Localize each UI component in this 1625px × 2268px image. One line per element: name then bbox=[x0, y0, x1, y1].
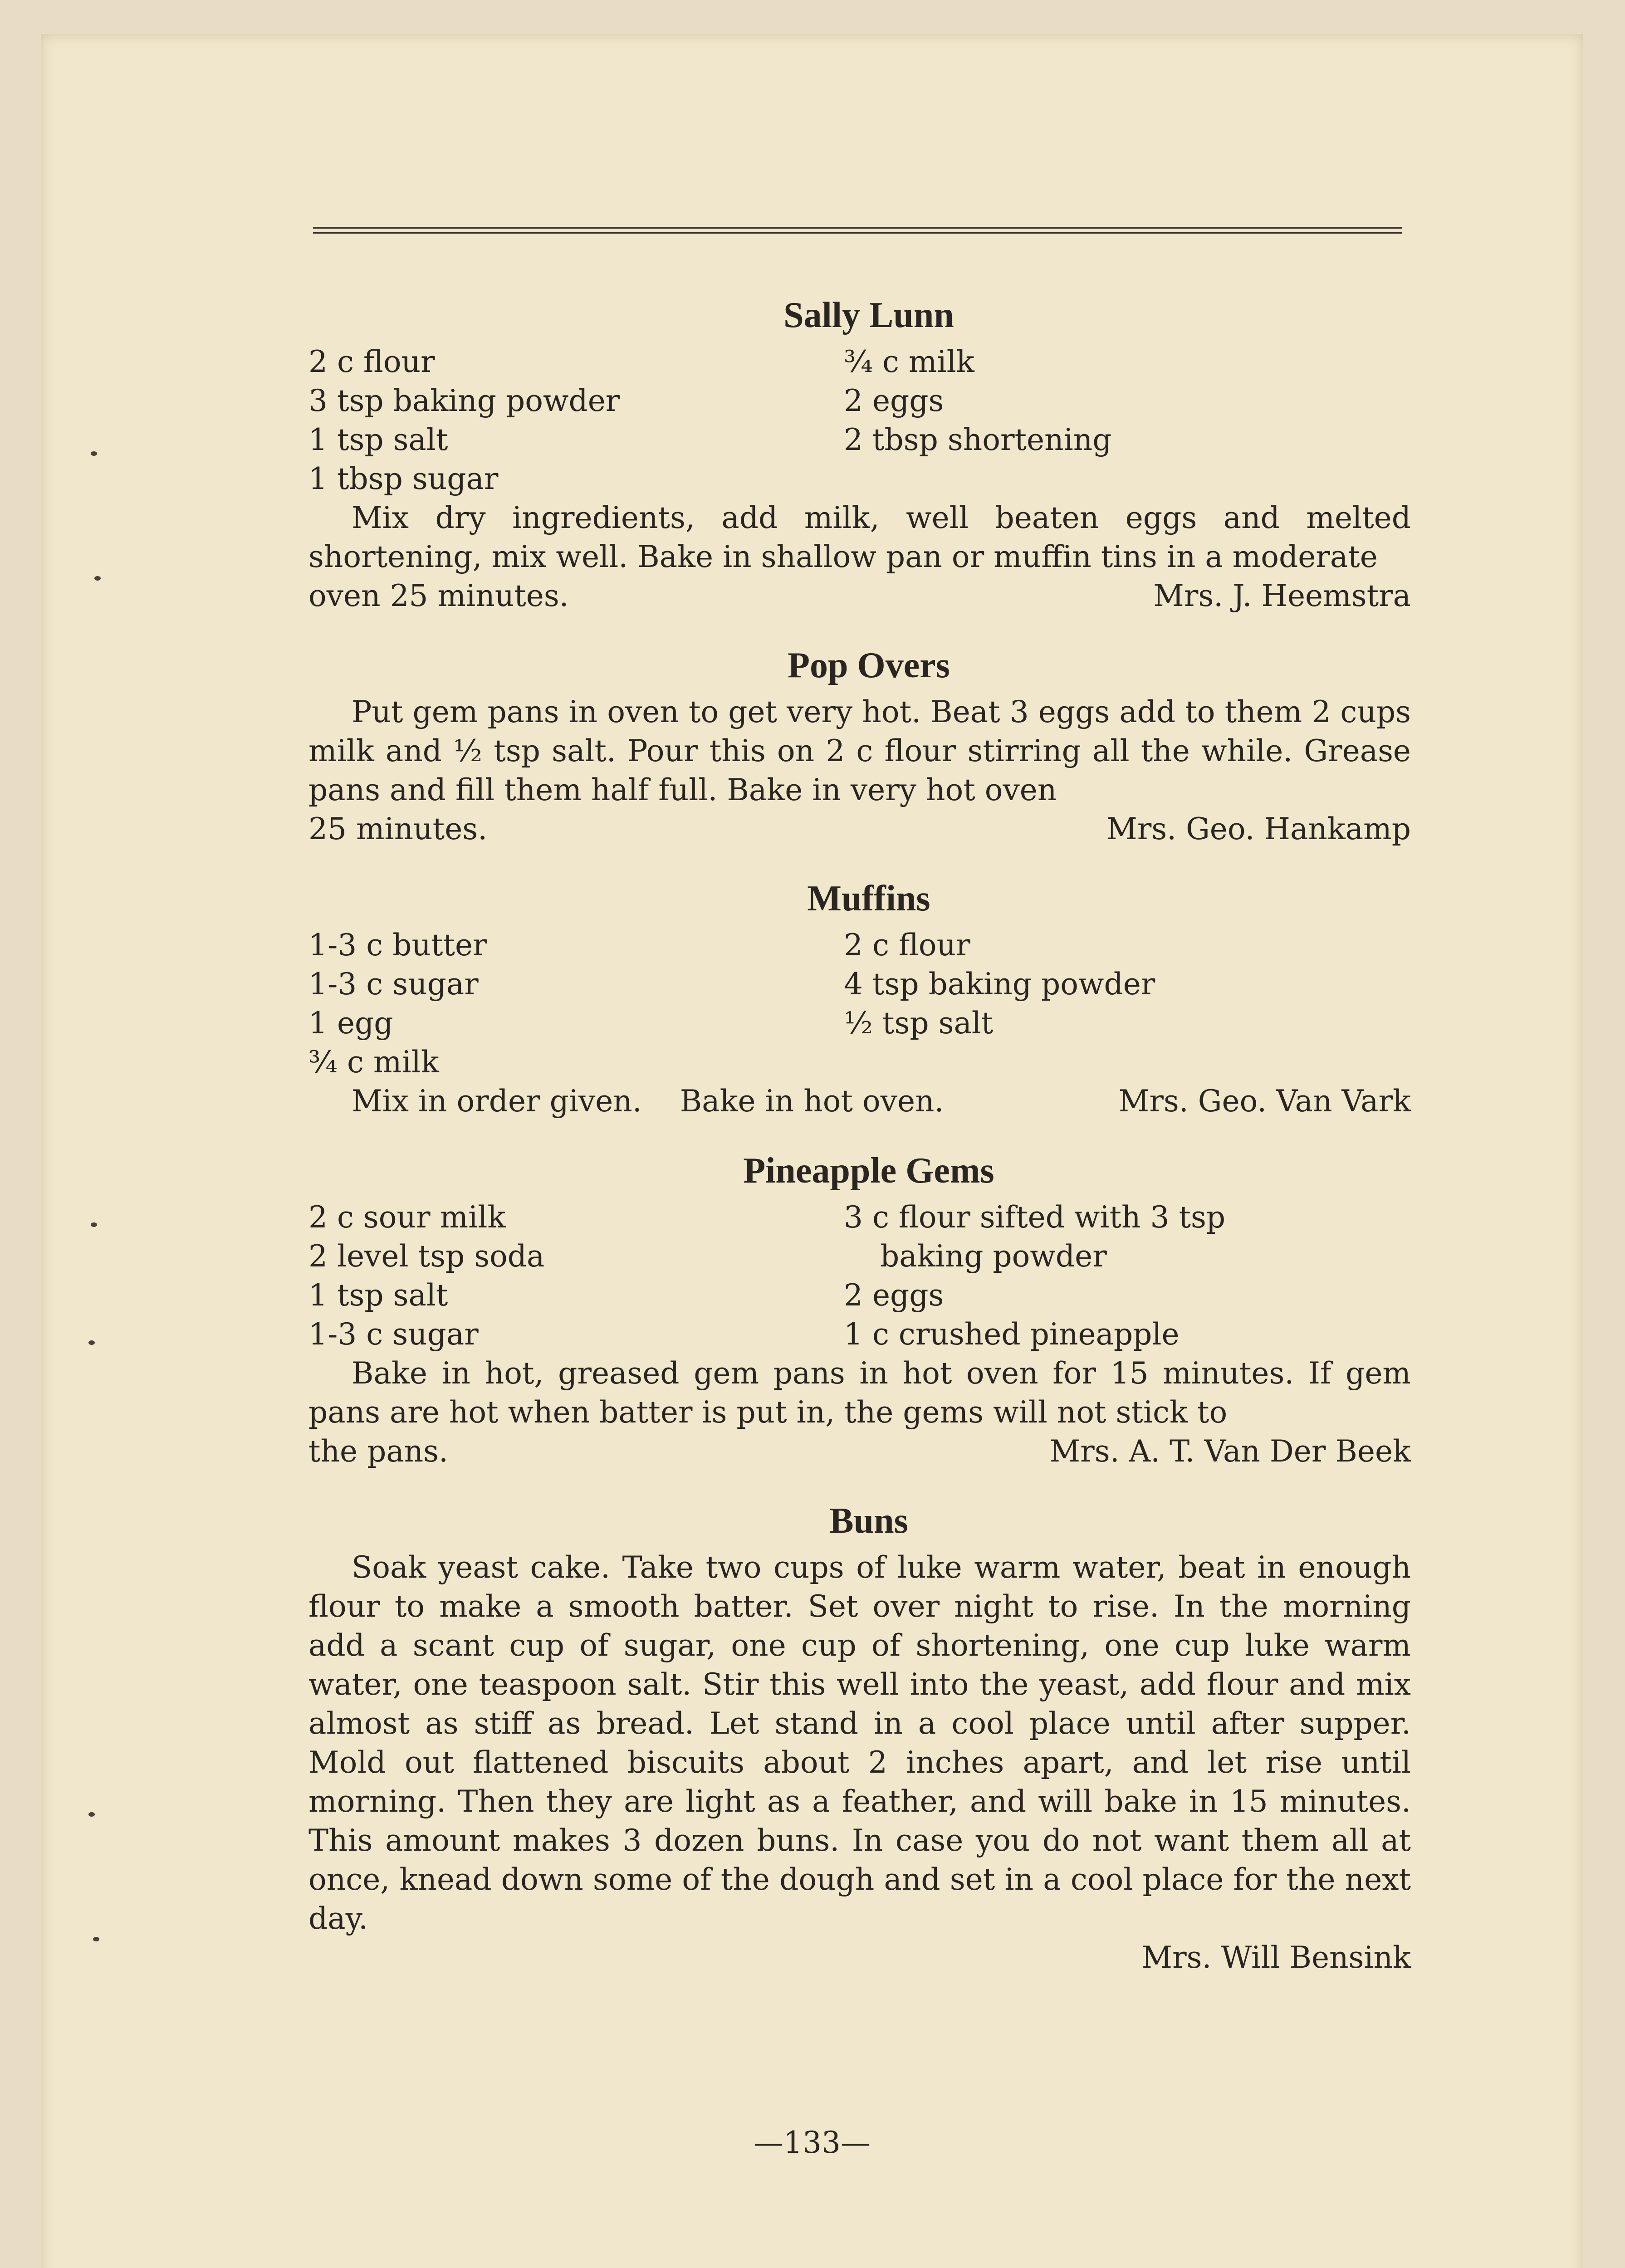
recipe-title: Muffins bbox=[807, 879, 930, 919]
ingredient-column-left bbox=[308, 342, 844, 499]
recipe-directions-part: Bake in hot oven. bbox=[680, 1084, 944, 1119]
recipe-title: Pop Overs bbox=[788, 645, 950, 685]
recipe-author: Mrs. Geo. Hankamp bbox=[1106, 811, 1411, 846]
recipe-directions bbox=[352, 1082, 944, 1121]
binding-hole-mark bbox=[94, 576, 101, 581]
top-rule-double bbox=[313, 232, 1402, 234]
directions-closing-line bbox=[308, 810, 1411, 849]
directions-closing-line bbox=[308, 1082, 1411, 1121]
recipe-muffins bbox=[308, 871, 1411, 1121]
ingredient: 1 egg bbox=[308, 1006, 393, 1041]
book-page bbox=[41, 34, 1583, 2268]
ingredient-column-left bbox=[308, 926, 844, 1082]
ingredient-column-right bbox=[844, 1198, 1411, 1354]
ingredient: 1 tbsp sugar bbox=[308, 461, 499, 496]
directions-closing-line bbox=[308, 1432, 1411, 1471]
recipe-pineapple-gems bbox=[308, 1144, 1411, 1471]
ingredient: 1-3 c butter bbox=[308, 928, 487, 963]
ingredient: 2 tbsp shortening bbox=[844, 422, 1112, 457]
recipe-directions-end: the pans. bbox=[308, 1434, 449, 1469]
ingredient-list bbox=[308, 926, 1411, 1082]
ingredient: 2 c flour bbox=[844, 928, 970, 963]
recipe-directions: Bake in hot, greased gem pans in hot oven for 15 minutes. If gem pans are hot when batter is put in, the gems will not stick to bbox=[308, 1356, 1411, 1430]
ingredient: 2 c sour milk bbox=[308, 1200, 506, 1235]
directions-closing-line bbox=[308, 577, 1411, 616]
binding-hole-mark bbox=[91, 1222, 97, 1227]
ingredient: ¾ c milk bbox=[844, 344, 974, 379]
recipe-directions-end: oven 25 minutes. bbox=[308, 578, 569, 613]
binding-hole-mark bbox=[88, 1812, 95, 1817]
recipe-directions-end: 25 minutes. bbox=[308, 811, 488, 846]
recipe-author: Mrs. Geo. Van Vark bbox=[1118, 1084, 1411, 1119]
ingredient-column-left bbox=[308, 1198, 844, 1354]
ingredient: 4 tsp baking powder bbox=[844, 967, 1155, 1002]
ingredient: 2 eggs bbox=[844, 1278, 944, 1313]
recipe-directions-part: Mix in order given. bbox=[352, 1084, 642, 1119]
ingredient-column-right bbox=[844, 926, 1411, 1082]
ingredient: 1 tsp salt bbox=[308, 1278, 448, 1313]
recipe-directions: Soak yeast cake. Take two cups of luke warm water, beat in enough flour to make a smooth batter. Set over night to rise. In the morning add a scant cup of sugar, one cup of shortening, one cup luke warm water, one teaspoon salt. Stir this well into the yeast, add flour and mix almost as stiff as bread. Let stand in a cool place until after supper. Mold out flattened biscuits about 2 inches apart, and let rise until morning. Then they are light as a feather, and will bake in 15 minutes. This amount makes 3 dozen buns. In case you do not want them all at once, knead down some of the dough and set in a cool place for the next day. bbox=[308, 1550, 1411, 1936]
recipe-sally-lunn bbox=[308, 288, 1411, 616]
binding-hole-mark bbox=[88, 1340, 95, 1345]
ingredient: baking powder bbox=[880, 1239, 1107, 1274]
recipe-directions: Put gem pans in oven to get very hot. Beat 3 eggs add to them 2 cups milk and ½ tsp salt. Pour this on 2 c flour stirring all the while. Grease pans and fill them half full. Bake in very hot oven bbox=[308, 694, 1411, 807]
recipe-author: Mrs. Will Bensink bbox=[1141, 1940, 1411, 1975]
top-rule bbox=[313, 227, 1402, 229]
page-number: —133— bbox=[754, 2125, 871, 2160]
recipe-pop-overs bbox=[308, 638, 1411, 849]
ingredient: ½ tsp salt bbox=[844, 1006, 994, 1041]
recipe-directions: Mix dry ingredients, add milk, well beaten eggs and melted shortening, mix well. Bake in shallow pan or muffin tins in a moderate bbox=[308, 500, 1411, 574]
recipe-title: Pineapple Gems bbox=[743, 1151, 994, 1191]
ingredient: 1 c crushed pineapple bbox=[844, 1317, 1180, 1352]
ingredient: 1 tsp salt bbox=[308, 422, 448, 457]
ingredient: 2 eggs bbox=[844, 383, 944, 418]
binding-hole-mark bbox=[93, 1937, 99, 1941]
recipe-author: Mrs. A. T. Van Der Beek bbox=[1049, 1434, 1411, 1469]
recipe-buns bbox=[308, 1494, 1411, 1977]
recipe-title: Buns bbox=[829, 1501, 908, 1541]
ingredient-column-right bbox=[844, 342, 1411, 499]
ingredient-list bbox=[308, 342, 1411, 499]
ingredient: 1-3 c sugar bbox=[308, 967, 479, 1002]
ingredient: ¾ c milk bbox=[308, 1045, 439, 1080]
ingredient: 2 level tsp soda bbox=[308, 1239, 545, 1274]
recipe-title: Sally Lunn bbox=[783, 295, 954, 335]
ingredient: 3 tsp baking powder bbox=[308, 383, 620, 418]
binding-hole-mark bbox=[91, 451, 97, 456]
recipe-list bbox=[308, 288, 1411, 2000]
ingredient-list bbox=[308, 1198, 1411, 1354]
recipe-author: Mrs. J. Heemstra bbox=[1153, 578, 1411, 613]
ingredient: 1-3 c sugar bbox=[308, 1317, 479, 1352]
ingredient: 3 c flour sifted with 3 tsp bbox=[844, 1200, 1226, 1235]
ingredient: 2 c flour bbox=[308, 344, 435, 379]
